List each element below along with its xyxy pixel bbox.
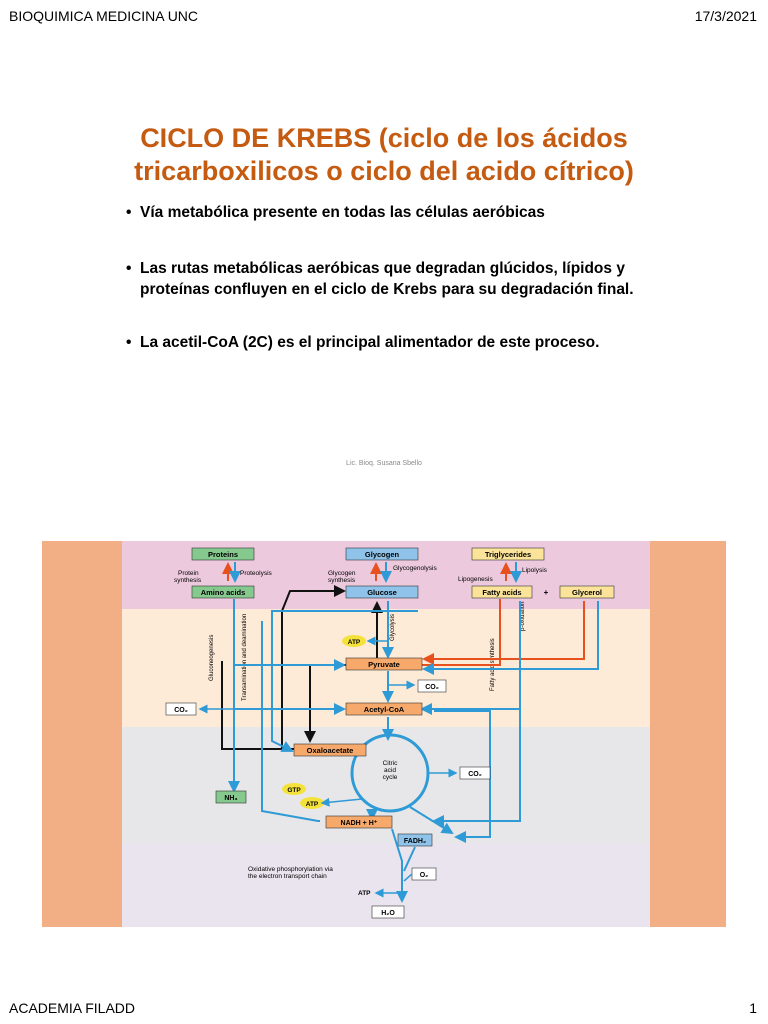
- header-course-title: BIOQUIMICA MEDICINA UNC: [9, 8, 199, 24]
- author-credit: Lic. Bioq. Susana Sbello: [346, 460, 422, 467]
- label-oxphos-1: Oxidative phosphorylation via: [248, 866, 333, 873]
- label-nadh: NADH + H⁺: [340, 820, 378, 827]
- label-atp-glycolysis: ATP: [347, 639, 361, 646]
- label-atp-oxphos: ATP: [358, 890, 371, 897]
- label-protein-synthesis-2: synthesis: [174, 577, 202, 584]
- label-glycogenolysis: Glycogenolysis: [393, 565, 437, 572]
- label-proteolysis: Proteolysis: [240, 570, 272, 577]
- slide-title-line-1: CICLO DE KREBS (ciclo de los ácidos: [140, 123, 628, 153]
- label-co2-cycle: CO₂: [468, 771, 482, 778]
- bullet-item: • Vía metabólica presente en todas las células aeróbicas: [126, 202, 666, 223]
- bullet-list: [126, 202, 666, 353]
- metabolism-figure: [42, 541, 726, 927]
- label-glycerol: Glycerol: [571, 588, 603, 597]
- label-h2o: H₂O: [381, 910, 395, 917]
- label-atp-cycle: ATP: [305, 801, 319, 808]
- label-glycogen-synthesis-1: Glycogen: [328, 570, 356, 577]
- label-citric-2: acid: [384, 767, 396, 774]
- bullet-item: • Las rutas metabólicas aeróbicas que degradan glúcidos, lípidos y proteínas confluyen en el ciclo de Krebs para su degradación final.: [126, 258, 666, 300]
- label-pyruvate: Pyruvate: [368, 660, 400, 669]
- figure-side-panel-right: [650, 541, 726, 927]
- label-glucose: Glucose: [367, 588, 397, 597]
- label-glycolysis: Glycolysis: [390, 613, 396, 641]
- footer-page-number: 1: [749, 1000, 757, 1016]
- label-beta-oxidation: β-oxidation: [520, 601, 526, 631]
- label-fatty-acid-synthesis: Fatty acid synthesis: [490, 638, 496, 691]
- label-lipolysis: Lipolysis: [522, 567, 547, 574]
- label-acetyl-coa: Acetyl-CoA: [363, 705, 405, 714]
- label-o2: O₂: [419, 872, 429, 879]
- label-nh3: NH₃: [224, 795, 238, 802]
- label-gluconeogenesis: Gluconeogenesis: [209, 634, 215, 681]
- slide-title-line-2: tricarboxilicos o ciclo del acido cítrico): [134, 156, 634, 186]
- label-lipogenesis: Lipogenesis: [458, 576, 493, 583]
- figure-side-panel-left: [42, 541, 122, 927]
- label-citric-3: cycle: [382, 774, 398, 781]
- bullet-item: • La acetil-CoA (2C) es el principal alimentador de este proceso.: [126, 332, 666, 353]
- pathway-svg: [122, 541, 650, 927]
- label-oxphos-2: the electron transport chain: [248, 873, 327, 880]
- header-date: 17/3/2021: [694, 8, 757, 24]
- label-glycogen: Glycogen: [364, 550, 400, 559]
- label-citric-1: Citric: [382, 760, 398, 767]
- label-plus: +: [543, 588, 549, 597]
- footer-academy: ACADEMIA FILADD: [9, 1000, 136, 1016]
- label-protein-synthesis-1: Protein: [178, 570, 199, 577]
- label-amino-acids: Amino acids: [200, 588, 246, 597]
- label-proteins: Proteins: [207, 550, 239, 559]
- label-gtp: GTP: [287, 787, 301, 794]
- slide-title: [60, 122, 708, 188]
- metabolic-pathway-diagram: [122, 541, 650, 927]
- label-co2-pyruvate: CO₂: [425, 684, 439, 691]
- label-glycogen-synthesis-2: synthesis: [328, 577, 356, 584]
- label-co2-left: CO₂: [174, 707, 188, 714]
- label-fatty-acids: Fatty acids: [482, 588, 522, 597]
- label-transamination: Transamination and deamination: [242, 613, 248, 701]
- label-oxaloacetate: Oxaloacetate: [306, 746, 354, 755]
- label-triglycerides: Triglycerides: [484, 550, 532, 559]
- label-fadh2: FADH₂: [403, 838, 427, 845]
